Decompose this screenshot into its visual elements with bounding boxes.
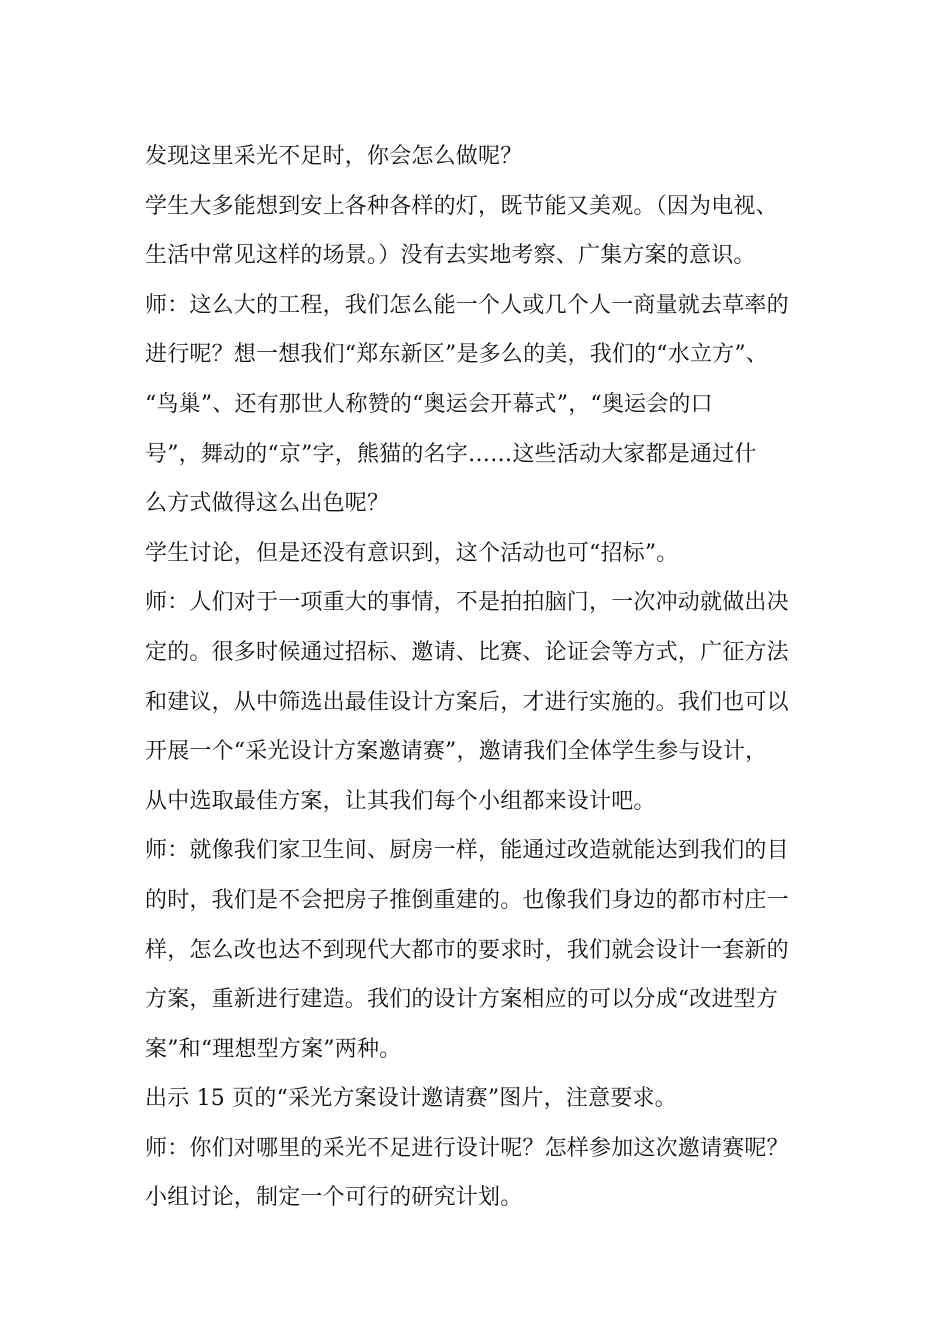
text-line: 样，怎么改也达不到现代大都市的要求时，我们就会设计一套新的 bbox=[145, 937, 789, 963]
text-line: 师：你们对哪里的采光不足进行设计呢？怎样参加这次邀请赛呢？ bbox=[145, 1135, 789, 1161]
text-line: 案”和“理想型方案”两种。 bbox=[145, 1036, 402, 1062]
text-line: 学生大多能想到安上各种各样的灯，既节能又美观。（因为电视、 bbox=[145, 193, 778, 219]
text-line: 小组讨论，制定一个可行的研究计划。 bbox=[145, 1185, 523, 1211]
text-line: 开展一个“采光设计方案邀请赛”，邀请我们全体学生参与设计， bbox=[145, 739, 768, 765]
text-line: 师：人们对于一项重大的事情，不是拍拍脑门，一次冲动就做出决 bbox=[145, 590, 789, 616]
text-line: 定的。很多时候通过招标、邀请、比赛、论证会等方式，广征方法 bbox=[145, 639, 789, 665]
document-body bbox=[145, 132, 825, 1223]
text-line: 从中选取最佳方案，让其我们每个小组都来设计吧。 bbox=[145, 788, 656, 814]
text-line: 进行呢？想一想我们“郑东新区”是多么的美，我们的“水立方”、 bbox=[145, 342, 768, 368]
text-line: 学生讨论，但是还没有意识到，这个活动也可“招标”。 bbox=[145, 540, 679, 566]
text-line: 么方式做得这么出色呢？ bbox=[145, 491, 390, 517]
text-line: 方案，重新进行建造。我们的设计方案相应的可以分成“改进型方 bbox=[145, 987, 779, 1013]
text-line: “鸟巢”、还有那世人称赞的“奥运会开幕式”，“奥运会的口 bbox=[145, 391, 713, 417]
text-line: 师：就像我们家卫生间、厨房一样，能通过改造就能达到我们的目 bbox=[145, 838, 789, 864]
text-line: 生活中常见这样的场景。）没有去实地考察、广集方案的意识。 bbox=[145, 243, 756, 269]
text-line: 的时，我们是不会把房子推倒重建的。也像我们身边的都市村庄一 bbox=[145, 887, 789, 913]
text-line: 师：这么大的工程，我们怎么能一个人或几个人一商量就去草率的 bbox=[145, 292, 789, 318]
text-line: 号”，舞动的“京”字，熊猫的名字……这些活动大家都是通过什 bbox=[145, 441, 757, 467]
text-line: 出示 15 页的“采光方案设计邀请赛”图片，注意要求。 bbox=[145, 1086, 677, 1112]
text-line: 和建议，从中筛选出最佳设计方案后，才进行实施的。我们也可以 bbox=[145, 689, 789, 715]
text-line: 发现这里采光不足时，你会怎么做呢？ bbox=[145, 144, 523, 169]
